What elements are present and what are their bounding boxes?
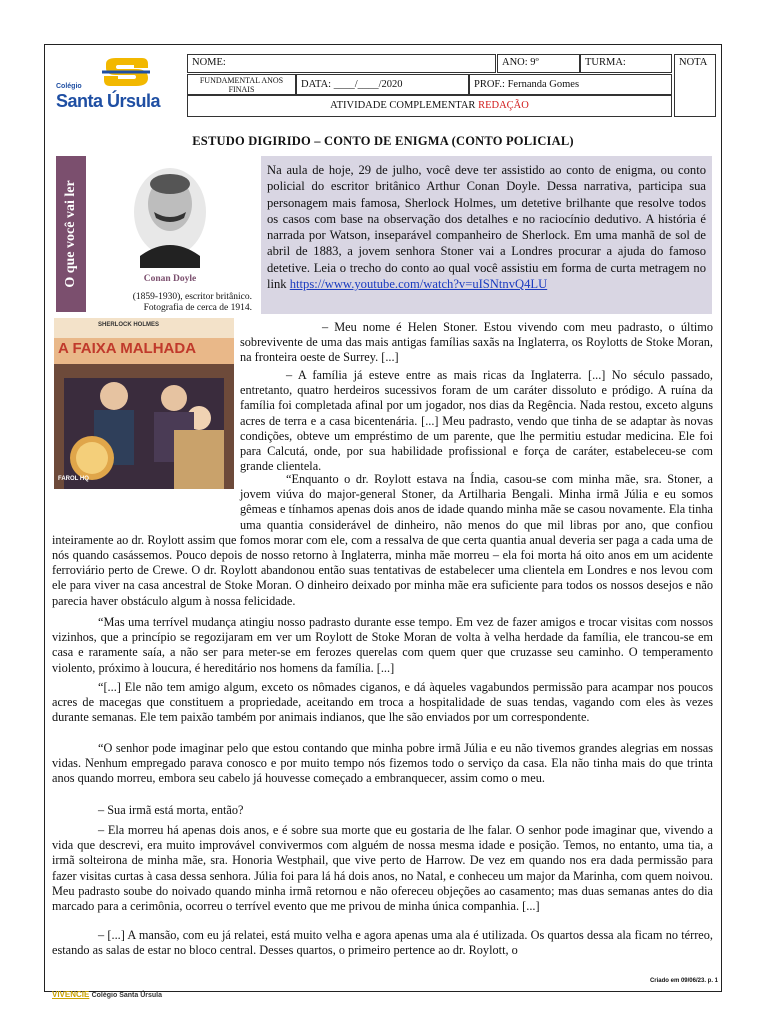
story-paragraph: – Sua irmã está morta, então? [98, 803, 244, 817]
story-paragraph: “[...] Ele não tem amigo algum, exceto os nômades ciganos, e dá àqueles vagabundos permissão para acampar nos poucos acres de macegas que constituem a propriedade, aceitando em troca a hospitalidade de suas tendas, vagando com eles às vezes durante semanas. Ele tem paixão também por animais indianos, que lhe são enviados por um correspondente. [52, 680, 713, 725]
author-name: Conan Doyle [143, 274, 197, 284]
author-caption-1: (1859-1930), escritor britânico. [132, 292, 252, 302]
story-paragraph: “O senhor pode imaginar pelo que estou contando que minha pobre irmã Júlia e eu não tivemos grandes alegrias em nossas vidas. Nenhum empregado parava conosco e por muito tempo nós fizemos todo o serviço da casa. Ela não tinha mais do que trinta anos quando morreu, embora seu cabelo já houvesse começado a embranquecer, assim como o meu. [52, 741, 713, 786]
intro-text: Na aula de hoje, 29 de julho, você deve ter assistido ao conto de enigma, ou conto policial do escritor britânico Arthur Conan Doyle. Dessa narrativa, participa sua personagem mais famosa, Sherlock Holmes, um detetive brilhante que resolve todos os casos com base na observação dos detalhes e no raciocínio dedutivo. A história é narrada por Watson, inseparável companheiro de Sherlock. Em uma manhã de sol de abril de 1883, a jovem senhora Stoner vai a Londres procurar a ajuda do famoso detetive. Leia o trecho do conto ao qual você assistiu em forma de curta metragem no link [267, 163, 706, 292]
story-paragraph: – [...] A mansão, com eu já relatei, está muito velha e agora apenas uma ala é utilizada. Os quartos dessa ala ficam no térreo, estando as salas de estar no bloco central. Desses quartos, o primeiro pertence ao dr. Roylott, o [52, 928, 713, 958]
book-cover [54, 318, 234, 489]
class-field[interactable]: TURMA: [580, 54, 672, 73]
section-tab: O que você vai ler [56, 156, 86, 312]
footer-school: Colégio Santa Úrsula [91, 992, 162, 999]
book-float-spacer [52, 472, 240, 522]
story-paragraph: “Mas uma terrível mudança atingiu nosso padrasto durante esse tempo. Em vez de fazer amigos e trocar visitas com nossos vizinhos, que a princípio se regozijaram em ver um Roylott de Stoke Moran de volta à velha herdade da família, ele trancou-se em casa e raramente saía, a não ser para meter-se em ferozes querelas com quem quer que cruzasse seu caminho. O temperamento violento, próximo à loucura, é hereditário nos homens da família. [...] [52, 615, 713, 675]
school-small-label: Colégio [56, 83, 82, 90]
page-title: ESTUDO DIGIRIDO – CONTO DE ENIGMA (CONTO POLICIAL) [192, 134, 574, 148]
author-photo [90, 156, 250, 272]
grade-box[interactable]: NOTA [674, 54, 716, 117]
author-caption-2: Fotografia de cerca de 1914. [143, 303, 252, 313]
grade-field: ANO: 9º [497, 54, 580, 73]
teacher-field: PROF.: Fernanda Gomes [469, 74, 672, 95]
level-cell: FUNDAMENTAL ANOS FINAIS [187, 74, 296, 95]
author-portrait [90, 156, 250, 316]
book-publisher: FAROL HQ [58, 476, 89, 482]
activity-subject: REDAÇÃO [478, 100, 529, 111]
video-link[interactable]: https://www.youtube.com/watch?v=uISNtnvQ4LU [289, 277, 548, 292]
activity-title: ATIVIDADE COMPLEMENTAR REDAÇÃO [187, 95, 672, 117]
name-field[interactable]: NOME: [187, 54, 496, 73]
created-date: Criado em 09/06/23. p. 1 [649, 978, 718, 984]
school-name: Santa Úrsula [56, 91, 161, 111]
story-paragraph: – Meu nome é Helen Stoner. Estou vivendo com meu padrasto, o último sobrevivente de uma das mais antigas famílias saxãs na Inglaterra, os Roylotts de Stoke Moran, na fronteira oeste de Surrey. [...] [240, 320, 713, 365]
story-paragraph: – A família já esteve entre as mais ricas da Inglaterra. [...] No século passado, entretanto, quatro herdeiros sucessivos foram de um caráter dissoluto e pródigo. A ruína da família foi completada afinal por um jogador, nos dias da Regência. Nada restou, exceto alguns acres de terra e a casa bicentenária. [...] Meu padrasto, vendo que tinha de se adaptar às novas condições, obteve um empréstimo de um parente, que lhe permitiu estudar medicina. Ele foi para Calcutá, onde, por sua habilidade profissional e força de caráter, estabeleceu-se com grande clientela. [240, 368, 713, 474]
story-paragraph: – Ela morreu há apenas dois anos, e é sobre sua morte que eu gostaria de lhe falar. O senhor pode imaginar que, vivendo a vida que descrevi, era muito improvável convivermos com alguém de nossa mesma idade e posição. Temos, no entanto, uma tia, a irmã solteirona de minha mãe, sra. Honoria Westphail, que vive perto de Harrow. De vez em quando nos era dada permissão para fazer visitas curtas à casa dessa senhora. Júlia foi para lá há dois anos, no Natal, e conheceu um major da Marinha, com quem noivou. Meu padrasto soube do noivado quando minha irmã retornou e não ofereceu objeções ao casamento; mas duas semanas antes do dia marcado para a cerimônia, ocorreu o terrível evento que me privou de minha única companhia. [...] [52, 823, 713, 914]
intro-box [261, 156, 712, 314]
story-paragraph: “Enquanto o dr. Roylott estava na Índia, casou-se com minha mãe, sra. Stoner, a jovem viúva do major-general Stoner, da Artilharia Bengali. Minha irmã Júlia e eu somos gêmeas e tínhamos apenas dois anos de idade quando minha mãe se casou novamente. Ela tinha uma quantia considerável de dinheiro, não menos do que mil libras por ano, que confiou inteiramente ao dr. Roylott assim que fomos morar com ele, com a ressalva de que certa quantia anual deveria ser paga a cada uma de nós quando casássemos. Pouco depois de nosso retorno à Inglaterra, minha mãe morreu – ela foi morta há oito anos em um acidente ferroviário perto de Crewe. O dr. Roylott abandonou então suas tentativas de estabelecer uma clientela em Londres e nos levou com ele para viver na casa ancestral de Stoke Moran. O dinheiro deixado por minha mãe era suficiente para todos os nossos desejos e não parecia haver obstáculo algum à nossa felicidade. [52, 472, 713, 608]
brand-label: VIVENCIE [52, 990, 90, 999]
story-paragraph-wrap [52, 472, 713, 609]
footer-brand [52, 990, 162, 999]
book-series: SHERLOCK HOLMES [98, 322, 160, 328]
school-logo [50, 54, 184, 116]
date-field[interactable]: DATA: ____/____/2020 [296, 74, 469, 95]
book-title: A FAIXA MALHADA [58, 340, 197, 357]
